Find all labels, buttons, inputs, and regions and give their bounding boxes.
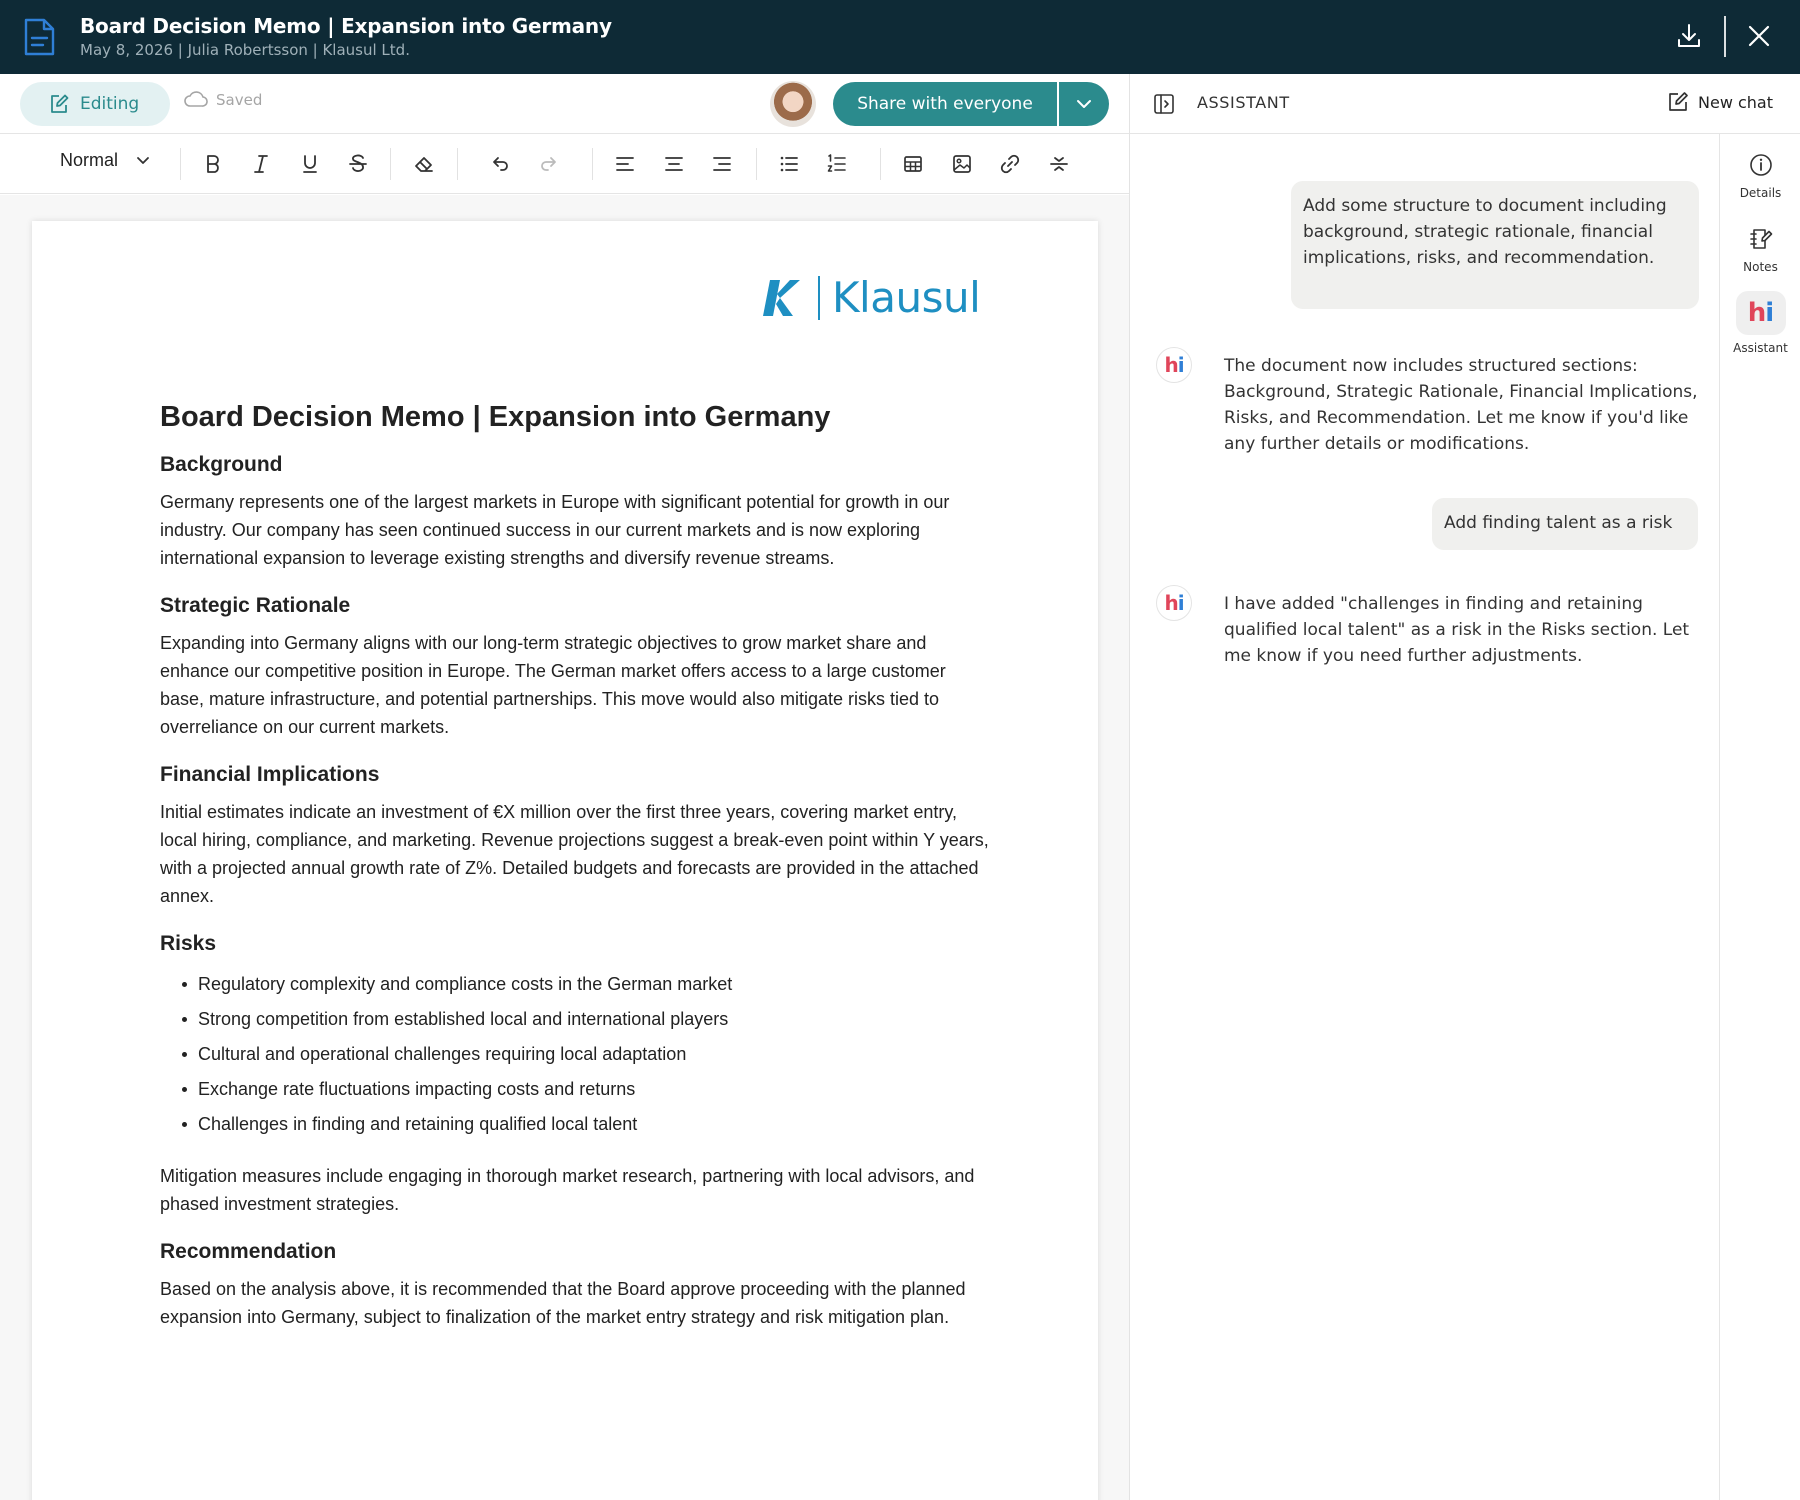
cloud-check-icon [184,90,208,110]
assistant-avatar [1156,585,1192,621]
editing-mode-button[interactable] [20,82,170,126]
section-heading-financial: Financial Implications [160,763,380,786]
close-icon[interactable] [1745,22,1773,50]
list-item: Regulatory complexity and compliance costs in the German market [160,967,990,1002]
document-content[interactable] [160,399,990,1351]
toolbar-divider [390,148,391,180]
logo-divider [818,276,820,320]
align-center-button[interactable] [658,148,690,180]
share-button[interactable]: Share with everyone [833,82,1057,126]
assistant-header [1130,74,1800,134]
section-text-financial: Initial estimates indicate an investment of €X million over the first three years, covering market entry, local hiring, compliance, and marketing. Revenue projections suggest a break-even point within Y years, with a projected annual growth rate of Z%. Detailed budgets and forecasts are provided in the attached annex. [160,802,989,906]
undo-icon [489,153,511,175]
message-text: Add finding talent as a risk [1444,513,1673,533]
toolbar-divider [592,148,593,180]
message-text: I have added "challenges in finding and retaining qualified local talent" as a risk in the Risks section. Let me know if you need further adjustments. [1224,594,1690,666]
document-meta: May 8, 2026 | Julia Robertsson | Klausul Ltd. [80,41,410,59]
hi-logo-icon: hi [1164,591,1184,615]
redo-icon [538,153,560,175]
paragraph-style-select[interactable] [60,150,150,171]
hi-logo-icon: hi [1164,353,1184,377]
rail-item-label: Assistant [1733,341,1788,355]
section-heading-background: Background [160,453,283,476]
insert-link-button[interactable] [994,148,1026,180]
rail-item-notes[interactable] [1720,226,1800,274]
assistant-rail-icon-box [1736,291,1786,335]
chat-thread [1130,134,1719,1500]
header-divider [1724,16,1726,57]
memo-title: Board Decision Memo | Expansion into Germany [160,401,831,433]
toolbar-divider [880,148,881,180]
numbered-list-button[interactable] [821,148,853,180]
toolbar-divider [457,148,458,180]
clear-format-button[interactable] [408,148,440,180]
list-item: Challenges in finding and retaining qualified local talent [160,1107,990,1142]
bullet-list-icon [778,153,800,175]
section-heading-risks: Risks [160,932,217,955]
underline-icon [299,153,321,175]
eraser-icon [413,153,435,175]
redo-button[interactable] [533,148,565,180]
list-item: Cultural and operational challenges requiring local adaptation [160,1037,990,1072]
editor-status-bar [0,74,1129,134]
download-icon[interactable] [1676,22,1702,50]
page-break-button[interactable] [1043,148,1075,180]
message-text: Add some structure to document including background, strategic rationale, financial implications, risks, and recommendation. [1303,196,1667,268]
assistant-avatar [1156,347,1192,383]
section-heading-strategic: Strategic Rationale [160,594,351,617]
document-title: Board Decision Memo | Expansion into Germany [80,14,612,38]
table-icon [902,153,924,175]
link-icon [999,153,1021,175]
align-left-icon [614,153,636,175]
numbered-list-icon [826,153,848,175]
bold-icon [202,153,224,175]
hi-logo-icon: hi [1747,298,1774,328]
strikethrough-button[interactable] [342,148,374,180]
document-icon [22,17,56,57]
chevron-down-icon [136,156,150,165]
underline-button[interactable] [294,148,326,180]
list-item: Strong competition from established local and international players [160,1002,990,1037]
document-page[interactable] [32,221,1098,1500]
notes-icon [1748,226,1774,252]
rail-item-details[interactable] [1720,152,1800,200]
edit-icon [48,93,70,115]
compose-icon [1666,90,1690,114]
collapse-panel-icon[interactable] [1152,92,1176,116]
assistant-panel-title: ASSISTANT [1197,93,1290,112]
section-text-recommendation: Based on the analysis above, it is recommended that the Board approve proceeding with the planned expansion into Germany, subject to finalization of the market entry strategy and risk mitigation plan. [160,1279,966,1327]
align-right-icon [711,153,733,175]
company-logo [762,273,980,322]
insert-image-button[interactable] [946,148,978,180]
section-text-mitigation: Mitigation measures include engaging in thorough market research, partnering with local advisors, and phased investment strategies. [160,1166,975,1214]
klausul-k-icon [762,278,804,318]
italic-icon [250,153,272,175]
message-text: The document now includes structured sections: Background, Strategic Rationale, Financial Implications, Risks, and Recommendation. Let me know if you'd like any further details or modifications. [1224,356,1698,454]
logo-wordmark: Klausul [832,273,981,322]
chevron-down-icon [1076,99,1092,109]
user-message [1291,181,1699,309]
info-icon [1748,152,1774,178]
toolbar-divider [180,148,181,180]
new-chat-label: New chat [1698,92,1773,112]
list-item: Exchange rate fluctuations impacting costs and returns [160,1072,990,1107]
risks-list [160,967,990,1142]
rail-item-label: Notes [1743,260,1778,274]
section-heading-recommendation: Recommendation [160,1240,337,1263]
formatting-toolbar [0,134,1129,194]
section-text-strategic: Expanding into Germany aligns with our long-term strategic objectives to grow market share and enhance our competitive position in Europe. The German market offers access to a large customer base, mature infrastructure, and potential partnerships. This move would also mitigate risks tied to overreliance on our current markets. [160,633,946,737]
bullet-list-button[interactable] [773,148,805,180]
save-status [184,90,262,110]
rail-item-assistant[interactable] [1720,291,1800,355]
paragraph-style-value: Normal [60,150,119,170]
strikethrough-icon [347,153,369,175]
align-center-icon [663,153,685,175]
image-icon [951,153,973,175]
avatar[interactable] [770,81,816,127]
user-message [1432,498,1698,550]
saved-label: Saved [216,91,263,109]
new-chat-button[interactable] [1666,90,1773,114]
side-rail [1719,134,1800,1500]
align-right-button[interactable] [706,148,738,180]
insert-table-button[interactable] [897,148,929,180]
editing-label: Editing [80,94,140,114]
rail-item-label: Details [1739,186,1782,200]
app-header [0,0,1800,74]
toolbar-divider [756,148,757,180]
section-text-background: Germany represents one of the largest markets in Europe with significant potential for growth in our industry. Our company has seen continued success in our current markets and is now exploring international expansion to leverage existing strengths and diversify revenue streams. [160,492,950,568]
share-options-button[interactable] [1059,82,1109,126]
editor-canvas [0,195,1129,1500]
bold-button[interactable] [197,148,229,180]
italic-button[interactable] [245,148,277,180]
page-break-icon [1048,153,1070,175]
undo-button[interactable] [484,148,516,180]
align-left-button[interactable] [609,148,641,180]
